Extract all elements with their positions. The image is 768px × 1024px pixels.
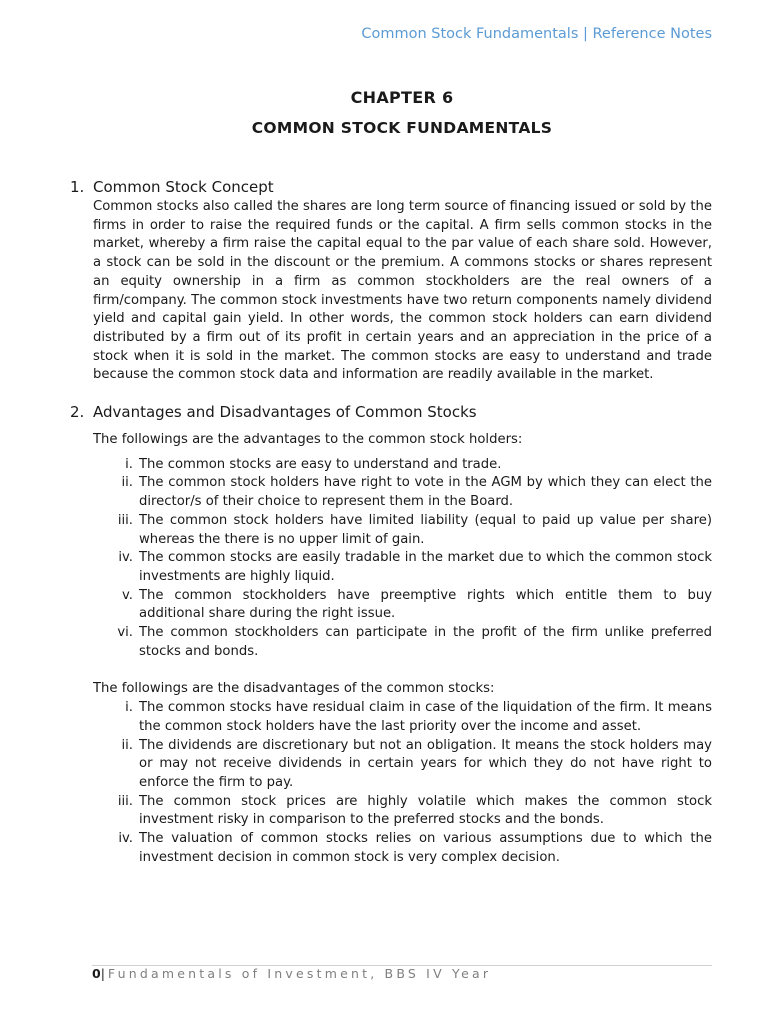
list-marker: ii. xyxy=(121,475,133,491)
list-item xyxy=(70,549,712,586)
disadvantages-list xyxy=(70,699,712,867)
list-item-text: The valuation of common stocks relies on various assumptions due to which the investment decision in common stock is very complex decision. xyxy=(139,831,712,865)
section-title: Common Stock Concept xyxy=(93,178,274,196)
page-footer xyxy=(92,966,491,981)
page-number: 0 xyxy=(92,966,101,981)
list-item-text: The common stock prices are highly volatile which makes the common stock investment risky in comparison to the preferred stocks and the bonds. xyxy=(139,793,712,828)
list-marker: iii. xyxy=(117,793,133,809)
list-marker: iv. xyxy=(118,550,133,566)
list-marker: vi. xyxy=(117,625,133,641)
section-title: Advantages and Disadvantages of Common Stocks xyxy=(93,403,477,422)
list-item-text: The dividends are discretionary but not an obligation. It means the stock holders may or may not receive dividends in certain years for which they do not have right to enforce the firm to pay. xyxy=(139,737,712,790)
running-header: Common Stock Fundamentals | Reference Notes xyxy=(361,26,712,42)
main-content xyxy=(70,176,712,868)
footer-text: Fundamentals of Investment, BBS IV Year xyxy=(107,966,492,981)
list-item-text: The common stocks have residual claim in case of the liquidation of the firm. It means the common stock holders have the last priority over the income and asset. xyxy=(139,700,712,734)
list-item-text: The common stocks are easy to understand and trade. xyxy=(139,456,502,472)
advantages-list xyxy=(70,456,712,662)
section-advantages-disadvantages xyxy=(70,401,712,867)
list-marker: i. xyxy=(125,700,133,716)
advantages-intro: The followings are the advantages to the common stock holders: xyxy=(93,432,523,448)
list-item xyxy=(70,699,712,736)
section-common-stock-concept xyxy=(70,176,712,385)
chapter-title: COMMON STOCK FUNDAMENTALS xyxy=(251,119,553,137)
list-item-text: The common stock holders have limited liability (equal to paid up value per share) whereas the there is no upper limit of gain. xyxy=(139,512,712,547)
list-item xyxy=(70,830,712,867)
list-item-text: The common stockholders have preemptive rights which entitle them to buy additional share during the right issue. xyxy=(139,587,712,622)
list-item xyxy=(70,587,712,624)
list-marker: v. xyxy=(122,587,133,603)
list-item xyxy=(70,456,712,475)
chapter-label: CHAPTER 6 xyxy=(350,88,454,107)
section-paragraph: Common stocks also called the shares are long term source of financing issued or sold by the firms in order to raise the required funds or the capital. A firm sells common stocks in the market, whereby a firm raise the capital equal to the par value of each share sold. However, a stock can be sold in the discount or the premium. A commons stocks or shares represent an equity ownership in a firm as common stockholders are the real owners of a firm/company. The common stock investments have two return components namely dividend yield and capital gain yield. In other words, the common stock holders can earn dividend distributed by a firm out of its profit in certain years and an appreciation in the price of a stock when it is sold in the market. The common stocks are easy to understand and trade because the common stock data and information are readily available in the market. xyxy=(93,199,712,383)
list-item-text: The common stockholders can participate in the profit of the firm unlike preferred stocks and bonds. xyxy=(139,625,712,659)
section-number: 1. xyxy=(70,178,85,196)
disadvantages-intro: The followings are the disadvantages of the common stocks: xyxy=(93,681,495,697)
section-heading xyxy=(70,401,712,423)
list-item-text: The common stock holders have right to vote in the AGM by which they can elect the director/s of their choice to represent them in the Board. xyxy=(139,475,712,510)
section-number: 2. xyxy=(70,403,85,422)
list-item xyxy=(70,793,712,830)
list-marker: iv. xyxy=(118,831,133,847)
footer-separator: | xyxy=(100,966,105,981)
list-item xyxy=(70,512,712,549)
list-marker: i. xyxy=(125,456,133,472)
list-item-text: The common stocks are easily tradable in the market due to which the common stock investments are highly liquid. xyxy=(139,550,712,584)
section-heading xyxy=(70,176,712,198)
list-marker: ii. xyxy=(121,737,133,753)
list-item xyxy=(70,737,712,793)
list-item xyxy=(70,474,712,511)
list-item xyxy=(70,624,712,661)
list-marker: iii. xyxy=(117,512,133,528)
